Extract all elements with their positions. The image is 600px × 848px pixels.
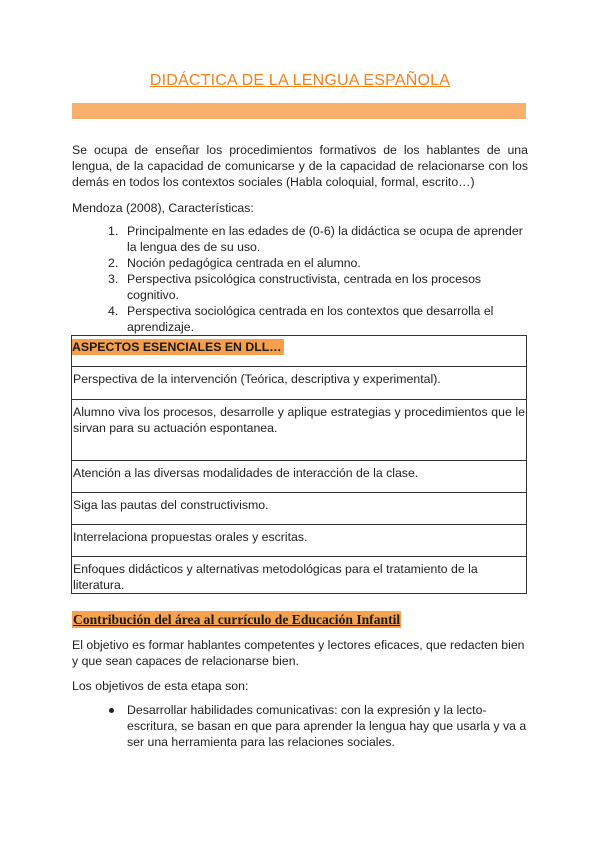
objectives-list	[72, 702, 528, 750]
section-heading: Contribución del área al currículo de Educación Infantil	[73, 612, 401, 627]
list-item: 1. Principalmente en las edades de (0-6) la didáctica se ocupa de aprender la lengua des de su uso.	[108, 224, 523, 254]
list-item: Desarrollar habilidades comunicativas: con la expresión y la lecto-escritura, se basan en que para aprender la lengua hay que usarla y va a ser una herramienta para las relaciones sociales.	[72, 702, 528, 750]
table-row: Alumno viva los procesos, desarrolle y aplique estrategias y procedimientos que le sirvan para su actuación espontanea.	[72, 400, 527, 461]
intro-paragraph: Se ocupa de enseñar los procedimientos formativos de los hablantes de una lengua, de la capacidad de comunicarse y de la capacidad de relacionarse con los demás en todos los contextos sociales (Habla coloquial, formal, escrito…)	[72, 143, 528, 189]
table-row: Siga las pautas del constructivismo.	[72, 493, 527, 525]
objectives-intro: Los objetivos de esta etapa son:	[72, 679, 249, 693]
table-header-row	[72, 336, 527, 367]
table-row: Enfoques didácticos y alternativas metodológicas para el tratamiento de la literatura.	[72, 557, 527, 594]
table-row: Interrelaciona propuestas orales y escritas.	[72, 525, 527, 557]
characteristics-intro: Mendoza (2008), Características:	[72, 201, 254, 215]
characteristics-list	[72, 223, 528, 335]
list-item: 3. Perspectiva psicológica constructivista, centrada en los procesos cognitivo.	[108, 272, 482, 302]
table-row: Perspectiva de la intervención (Teórica, descriptiva y experimental).	[72, 367, 527, 400]
table-row: Atención a las diversas modalidades de interacción de la clase.	[72, 461, 527, 493]
list-item: 4. Perspectiva sociológica centrada en los contextos que desarrolla el aprendizaje.	[108, 304, 494, 334]
objective-paragraph: El objetivo es formar hablantes competentes y lectores eficaces, que redacten bien y que sean capaces de relacionarse bien.	[72, 638, 525, 668]
document-title: DIDÁCTICA DE LA LENGUA ESPAÑOLA	[149, 72, 451, 89]
bullet-icon	[109, 708, 114, 713]
essential-aspects-table	[71, 335, 527, 594]
title-underline-bar	[72, 103, 526, 119]
list-item: 2. Noción pedagógica centrada en el alumno.	[108, 256, 361, 270]
table-header: ASPECTOS ESENCIALES EN DLL…	[72, 340, 282, 354]
